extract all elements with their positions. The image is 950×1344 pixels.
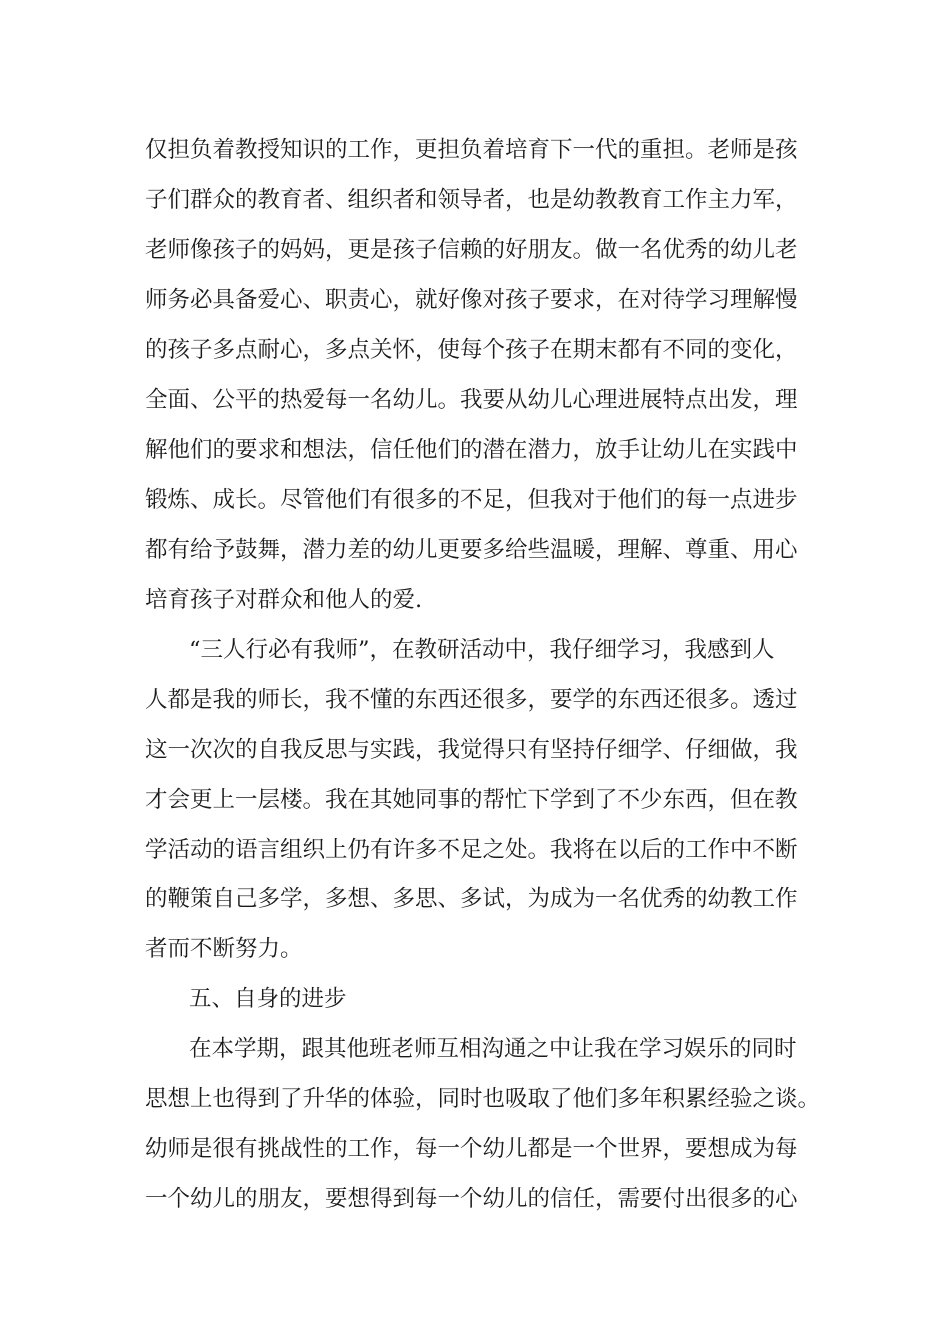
text-line: 这一次次的自我反思与实践，我觉得只有坚持仔细学、仔细做，我	[145, 737, 798, 763]
text-line: 子们群众的教育者、组织者和领导者，也是幼教教育工作主力军，	[145, 187, 798, 213]
text-line: 人都是我的师长，我不懂的东西还很多，要学的东西还很多。透过	[145, 687, 798, 713]
section-heading: 五、自身的进步	[189, 986, 347, 1012]
text-line: 幼师是很有挑战性的工作，每一个幼儿都是一个世界，要想成为每	[145, 1136, 798, 1162]
text-line: 仅担负着教授知识的工作，更担负着培育下一代的重担。老师是孩	[145, 137, 798, 163]
text-line: 都有给予鼓舞，潜力差的幼儿更要多给些温暖，理解、尊重、用心	[145, 537, 798, 563]
text-line: 的孩子多点耐心，多点关怀，使每个孩子在期末都有不同的变化，	[145, 337, 798, 363]
text-line: 老师像孩子的妈妈，更是孩子信赖的好朋友。做一名优秀的幼儿老	[145, 237, 798, 263]
text-line: 者而不断努力。	[145, 936, 303, 962]
text-line: 的鞭策自己多学，多想、多思、多试，为成为一名优秀的幼教工作	[145, 886, 798, 912]
text-line: 学活动的语言组织上仍有许多不足之处。我将在以后的工作中不断	[145, 837, 798, 863]
text-line: 培育孩子对群众和他人的爱.	[145, 587, 423, 613]
text-line: 解他们的要求和想法，信任他们的潜在潜力，放手让幼儿在实践中	[145, 437, 798, 463]
text-line: 全面、公平的热爱每一名幼儿。我要从幼儿心理进展特点出发，理	[145, 387, 798, 413]
text-line: 锻炼、成长。尽管他们有很多的不足，但我对于他们的每一点进步	[145, 487, 798, 513]
paragraph-start-line: 在本学期，跟其他班老师互相沟通之中让我在学习娱乐的同时	[189, 1036, 797, 1062]
text-line: 师务必具备爱心、职责心，就好像对孩子要求，在对待学习理解慢	[145, 287, 798, 313]
text-line: 一个幼儿的朋友，要想得到每一个幼儿的信任，需要付出很多的心	[145, 1186, 798, 1212]
text-line: 才会更上一层楼。我在其她同事的帮忙下学到了不少东西，但在教	[145, 787, 798, 813]
text-line: 思想上也得到了升华的体验，同时也吸取了他们多年积累经验之谈。	[145, 1086, 821, 1112]
paragraph-start-line: “三人行必有我师”，在教研活动中，我仔细学习，我感到人	[189, 637, 775, 663]
